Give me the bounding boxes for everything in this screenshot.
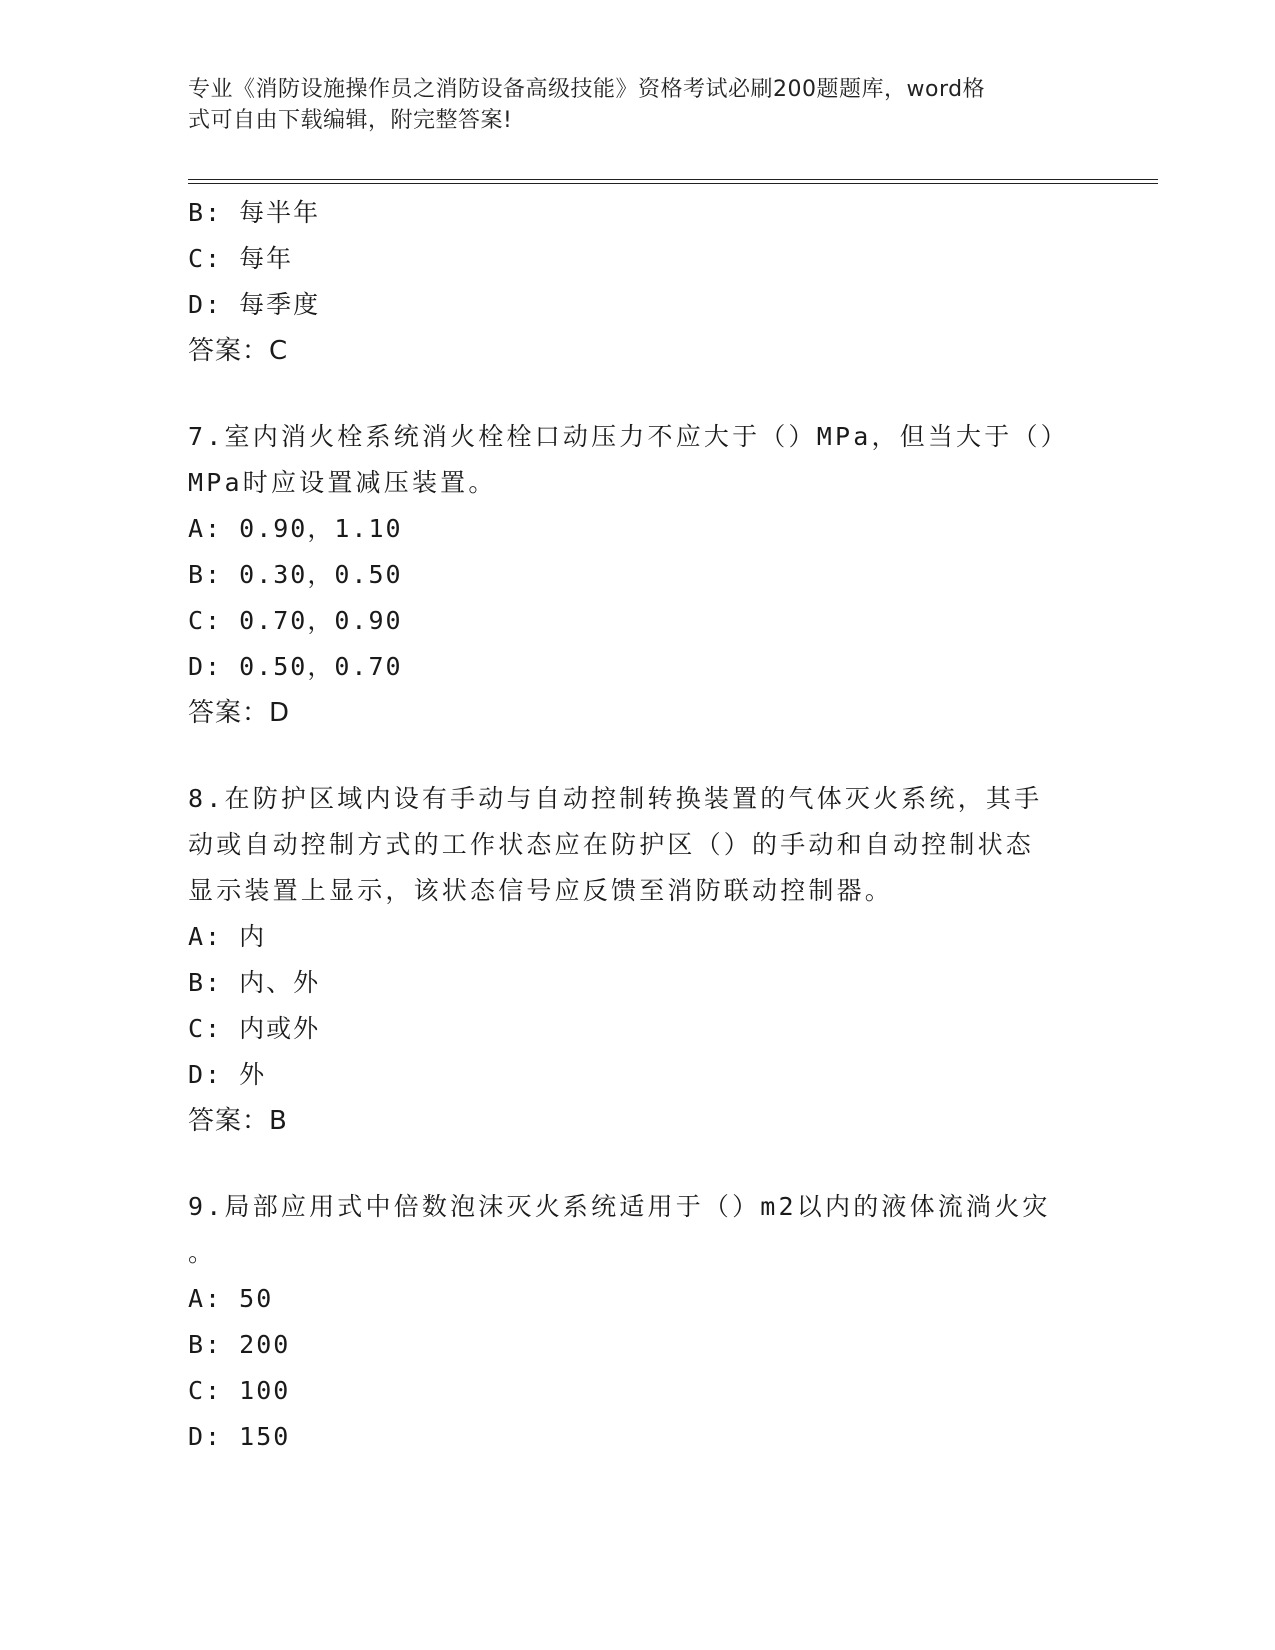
question-text-line: 9.局部应用式中倍数泡沫灭火系统适用于（）m2以内的液体流淌火灾	[188, 1192, 1051, 1221]
option-a: A: 50	[188, 1284, 274, 1313]
header-rule-bottom	[188, 183, 1158, 184]
question-text-line: MPa时应设置减压装置。	[188, 468, 497, 497]
option-b: B: 每半年	[188, 198, 321, 227]
option-c: C: 每年	[188, 244, 294, 273]
option-b: B: 内、外	[188, 968, 321, 997]
header-line-2: 式可自由下载编辑，附完整答案!	[188, 108, 513, 133]
header-line-1: 专业《消防设施操作员之消防设备高级技能》资格考试必刷200题题库，word格	[188, 77, 986, 102]
question-8	[188, 776, 1068, 914]
option-b: B: 200	[188, 1330, 291, 1359]
answer: 答案：B	[188, 1106, 288, 1136]
question-text-line: 。	[188, 1238, 217, 1267]
option-c: C: 内或外	[188, 1014, 321, 1043]
question-text-line: 动或自动控制方式的工作状态应在防护区（）的手动和自动控制状态	[188, 830, 1035, 859]
question-9	[188, 1184, 1068, 1276]
option-d: D: 0.50，0.70	[188, 652, 403, 681]
option-c: C: 100	[188, 1376, 291, 1405]
question-8-options	[188, 914, 1068, 1144]
option-a: A: 内	[188, 922, 267, 951]
answer: 答案：D	[188, 698, 291, 728]
page-header	[188, 74, 1068, 136]
question-6-tail	[188, 190, 1068, 374]
question-7	[188, 414, 1068, 506]
option-d: D: 每季度	[188, 290, 321, 319]
header-rule-top	[188, 179, 1158, 180]
question-text-line: 7.室内消火栓系统消火栓栓口动压力不应大于（）MPa，但当大于（）	[188, 422, 1069, 451]
option-a: A: 0.90，1.10	[188, 514, 403, 543]
option-b: B: 0.30，0.50	[188, 560, 403, 589]
option-c: C: 0.70，0.90	[188, 606, 403, 635]
option-d: D: 外	[188, 1060, 267, 1089]
question-list	[188, 190, 1068, 1460]
option-d: D: 150	[188, 1422, 291, 1451]
question-text-line: 8.在防护区域内设有手动与自动控制转换装置的气体灭火系统，其手	[188, 784, 1043, 813]
answer: 答案：C	[188, 336, 289, 366]
question-text-line: 显示装置上显示，该状态信号应反馈至消防联动控制器。	[188, 876, 894, 905]
question-9-options	[188, 1276, 1068, 1460]
question-7-options	[188, 506, 1068, 736]
